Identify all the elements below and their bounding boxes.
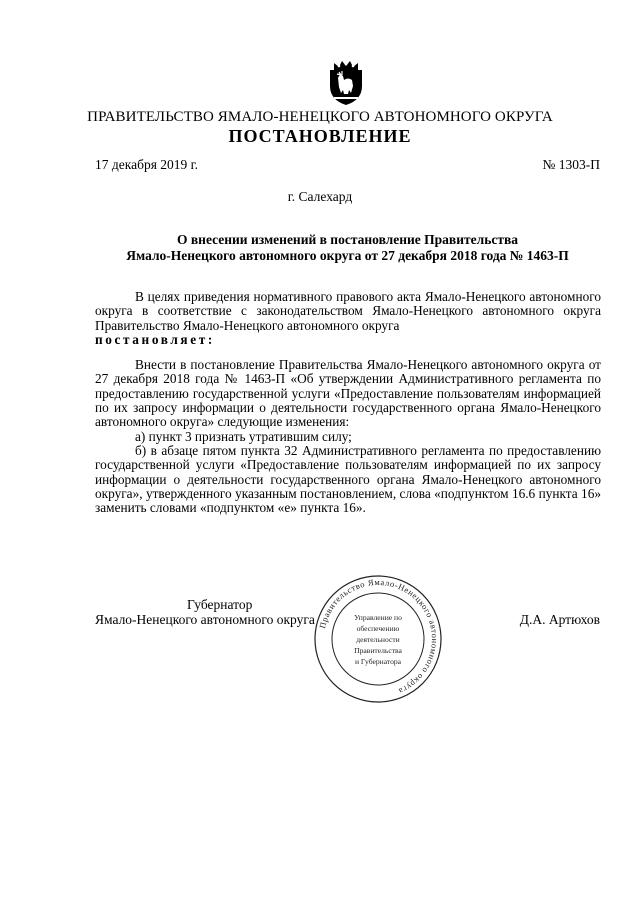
stamp-inner-line-3: деятельности (356, 635, 400, 644)
signatory-name: Д.А. Артюхов (519, 612, 600, 627)
document-body (95, 290, 601, 515)
subject-line-1: О внесении изменений в постановление Правительства (177, 232, 518, 247)
subject-line-2: Ямало-Ненецкого автономного округа от 27 декабря 2018 года № 1463-П (126, 248, 569, 263)
official-stamp (312, 573, 444, 705)
government-name: ПРАВИТЕЛЬСТВО ЯМАЛО-НЕНЕЦКОГО АВТОНОМНОГО ОКРУГА (87, 109, 553, 125)
stamp-inner-line-4: Правительства (354, 646, 402, 655)
stamp-inner-line-2: обеспечению (356, 624, 400, 633)
signatory-title-line-2: Ямало-Ненецкого автономного округа (95, 612, 315, 627)
resolution-keyword: постановляет: (95, 331, 215, 347)
main-paragraph: Внести в постановление Правительства Ямало-Ненецкого автономного округа от 27 декабря 2018 года № 1463-П «Об утверждении Административного регламента по предоставлению государственной услуги «Предоставление пользователям информацией по их запросу информации о деятельности государственного органа Ямало-Ненецкого автономного округа» следующие изменения: (95, 357, 601, 430)
item-a-paragraph: а) пункт 3 признать утратившим силу; (135, 428, 352, 444)
document-date: 17 декабря 2019 г. (95, 157, 199, 172)
document-subject (95, 232, 600, 264)
stamp-ring-text: Правительство Ямало-Ненецкого автономного округа (317, 576, 441, 697)
stamp-inner-line-1: Управление по (354, 613, 402, 622)
item-b-paragraph: б) в абзаце пятом пункта 32 Административного регламента по предоставлению государственной услуги «Предоставление пользователям информацией по их запросу информации о деятельности государственного органа Ямало-Ненецкого автономного округа», утвержденного указанным постановлением, слова «подпунктом 16.6 пункта 16» заменить словами «подпунктом «е» пункта 16». (95, 442, 601, 516)
signatory-title-line-1: Губернатор (187, 597, 253, 612)
document-type-title: ПОСТАНОВЛЕНИЕ (228, 126, 412, 146)
preamble-paragraph: В целях приведения нормативного правового акта Ямало-Ненецкого автономного округа в соответствие с законодательством Ямало-Ненецкого автономного округа Правительство Ямало-Ненецкого автономного округа (95, 289, 601, 333)
stamp-inner-line-5: и Губернатора (354, 657, 402, 666)
coat-of-arms-emblem (326, 60, 366, 106)
document-city: г. Салехард (287, 189, 353, 204)
document-number: № 1303-П (542, 157, 600, 172)
